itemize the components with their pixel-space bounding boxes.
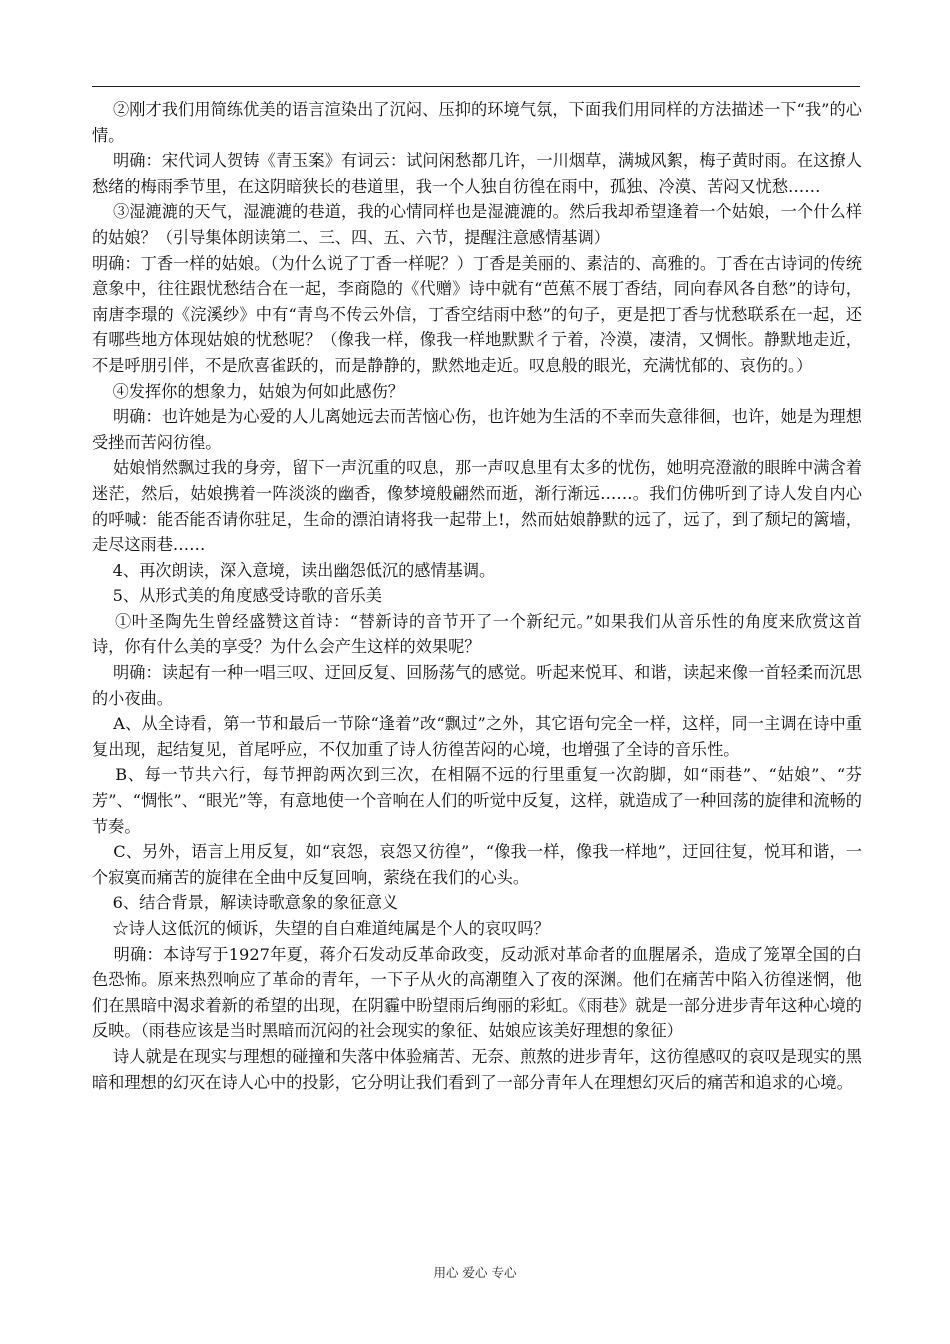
paragraph-step-5: 5、从形式美的角度感受诗歌的音乐美 (92, 586, 382, 606)
paragraph-point-b: B、每一节共六行，每节押韵两次到三次，在相隔不远的行里重复一次韵脚，如“雨巷”、“姑娘”、“芬芳”、“惆怅”、“眼光”等，有意地使一个音响在人们的听觉中反复，这样，就造成了一种回荡的旋律和流畅的节奏。 (92, 765, 862, 836)
paragraph-step-5-q1: ①叶圣陶先生曾经盛赞这首诗：“替新诗的音节开了一个新纪元。”如果我们从音乐性的角度来欣赏这首诗，你有什么美的享受？为什么会产生这样的效果呢？ (92, 611, 862, 657)
paragraph-point-c: C、另外，语言上用反复，如“哀怨，哀怨又彷徨”，“像我一样，像我一样地”，迂回往复，悦耳和谐，一个寂寞而痛苦的旋律在全曲中反复回响，萦绕在我们的心头。 (92, 842, 862, 887)
paragraph-step-6: 6、结合背景，解读诗歌意象的象征意义 (92, 893, 399, 913)
paragraph-step-6-q: ☆诗人这低沉的倾诉，失望的自白难道纯属是个人的哀叹吗？ (92, 919, 550, 938)
paragraph-answer-1: 明确：宋代词人贺铸《青玉案》有词云：试问闲愁都几许，一川烟草，满城风絮，梅子黄时雨。在这撩人愁绪的梅雨季节里，在这阴暗狭长的巷道里，我一个人独自彷徨在雨中，孤独、冷漠、苦闷又忧愁…… (92, 151, 862, 196)
paragraph-answer-2: 明确：丁香一样的姑娘。（为什么说了丁香一样呢？）丁香是美丽的、素洁的、高雅的。丁香在古诗词的传统意象中，往往跟忧愁结合在一起，李商隐的《代赠》诗中就有“芭蕉不展丁香结，同向春风各自愁”的诗句，南唐李璟的《浣溪纱》中有“青鸟不传云外信，丁香空结雨中愁”的句子，更是把丁香与忧愁联系在一起，还有哪些地方体现姑娘的忧愁呢？（像我一样，像我一样地默默彳亍着，冷漠，凄清，又惆怅。静默地走近，不是呼朋引伴，不是欣喜雀跃的，而是静静的，默然地走近。叹息般的眼光，充满忧郁的、哀伤的。） (92, 253, 862, 375)
paragraph-q4: ④发挥你的想象力，姑娘为何如此感伤？ (92, 381, 404, 401)
paragraph-answer-4: 明确：读起有一种一唱三叹、迂回反复、回肠荡气的感觉。听起来悦耳、和谐，读起来像一首轻柔而沉思的小夜曲。 (92, 663, 862, 708)
paragraph-conclusion: 诗人就是在现实与理想的碰撞和失落中体验痛苦、无奈、煎熬的进步青年，这彷徨感叹的哀叹是现实的黑暗和理想的幻灭在诗人心中的投影，它分明让我们看到了一部分青年人在理想幻灭后的痛苦和追求的心境。 (92, 1046, 862, 1092)
paragraph-answer-5: 明确：本诗写于1927年夏，蒋介石发动反革命政变，反动派对革命者的血腥屠杀，造成了笼罩全国的白色恐怖。原来热烈响应了革命的青年，一下子从火的高潮堕入了夜的深渊。他们在痛苦中陷入彷徨迷惘，他们在黑暗中渴求着新的希望的出现，在阴霾中盼望雨后绚丽的彩虹。《雨巷》就是一部分进步青年这种心境的反映。（雨巷应该是当时黑暗而沉闷的社会现实的象征、姑娘应该美好理想的象征） (92, 944, 862, 1041)
paragraph-q3: ③湿漉漉的天气，湿漉漉的巷道，我的心情同样也是湿漉漉的。然后我却希望逢着一个姑娘，一个什么样的姑娘？（引导集体朗读第二、三、四、五、六节，提醒注意感情基调） (92, 202, 862, 247)
paragraph-step-4: 4、再次朗读，深入意境，读出幽怨低沉的感情基调。 (92, 560, 496, 580)
paragraph-narrative: 姑娘悄然飘过我的身旁，留下一声沉重的叹息，那一声叹息里有太多的忧伤，她明亮澄澈的眼眸中满含着迷茫，然后，姑娘携着一阵淡淡的幽香，像梦境般翩然而逝，渐行渐远……。我们仿佛听到了诗人发自内心的呼喊：能否能否请你驻足，生命的漂泊请将我一起带上!，然而姑娘静默的远了，远了，到了颓圮的篱墙，走尽这雨巷…… (92, 458, 862, 555)
paragraph-point-a: A、从全诗看，第一节和最后一节除“逢着”改“飘过”之外，其它语句完全一样，这样，同一主调在诗中重复出现，起结复见，首尾呼应，不仅加重了诗人彷徨苦闷的心境，也增强了全诗的音乐性。 (92, 714, 862, 759)
header-rule (92, 86, 860, 87)
document-body (92, 97, 862, 1095)
paragraph-q2: ②刚才我们用简练优美的语言渲染出了沉闷、压抑的环境气氛，下面我们用同样的方法描述一下“我”的心情。 (92, 100, 862, 145)
page-footer: 用心 爱心 专心 (433, 1265, 517, 1280)
paragraph-answer-3: 明确：也许她是为心爱的人儿离她远去而苦恼心伤，也许她为生活的不幸而失意徘徊，也许，她是为理想受挫而苦闷彷徨。 (92, 407, 862, 452)
